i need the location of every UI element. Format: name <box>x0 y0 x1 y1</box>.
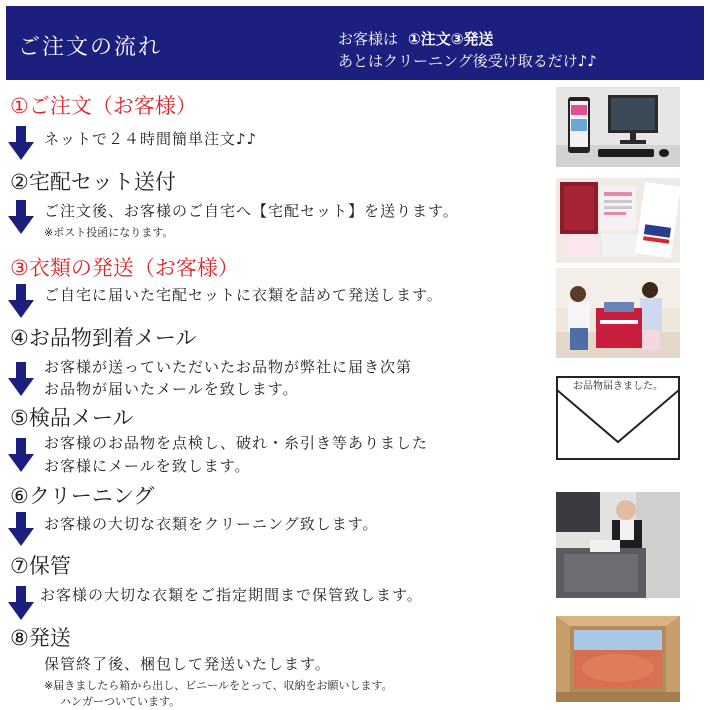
step-2-note: ※ポスト投函になります。 <box>44 226 174 239</box>
step-3-title: ③衣類の発送（お客様） <box>10 256 239 280</box>
shipping-box-photo <box>556 616 680 702</box>
header-note-line1 <box>338 28 493 49</box>
step-5-desc-line2: お客様にメールを致します。 <box>44 457 251 475</box>
step-2-desc: ご注文後、お客様のご自宅へ【宅配セット】を送ります。 <box>44 202 459 220</box>
step-6-desc: お客様の大切な衣類をクリーニング致します。 <box>44 515 379 533</box>
header-banner <box>6 6 704 80</box>
step-2-title: ②宅配セット送付 <box>10 170 176 194</box>
envelope-icon <box>556 376 680 460</box>
step-1-desc: ネットで２４時間簡単注文♪♪ <box>44 130 258 148</box>
step-8-note2: ハンガーついています。 <box>60 695 181 708</box>
kids-packing-photo <box>556 268 680 358</box>
down-arrow-icon <box>8 126 34 160</box>
step-4-desc-line1: お客様が送っていただいたお品物が弊社に届き次第 <box>44 358 413 376</box>
down-arrow-icon <box>8 200 34 234</box>
step-8-note: ※届きましたら箱から出し、ビニールをとって、収納をお願いします。 <box>44 679 393 692</box>
step-5-desc-line1: お客様のお品物を点検し、破れ・糸引き等ありました <box>44 434 429 452</box>
down-arrow-icon <box>8 586 34 620</box>
down-arrow-icon <box>8 284 34 318</box>
step-7-desc: お客様の大切な衣類をご指定期間まで保管致します。 <box>40 586 423 604</box>
header-note-steps: ①注文③発送 <box>408 30 494 48</box>
header-note-line2: あとはクリーニング後受け取るだけ♪♪ <box>338 52 597 70</box>
step-8-title: ⑧発送 <box>10 626 71 650</box>
step-4-title: ④お品物到着メール <box>10 326 197 350</box>
down-arrow-icon <box>8 438 34 472</box>
step-1-title: ①ご注文（お客様） <box>10 94 197 118</box>
down-arrow-icon <box>8 362 34 396</box>
envelope-text: お品物届きました。 <box>573 381 663 392</box>
step-3-desc: ご自宅に届いた宅配セットに衣類を詰めて発送します。 <box>44 286 443 304</box>
step-7-title: ⑦保管 <box>10 554 71 578</box>
cleaning-staff-photo <box>556 492 680 598</box>
delivery-set-photo <box>556 178 680 263</box>
step-6-title: ⑥クリーニング <box>10 484 155 508</box>
step-4-desc-line2: お品物が届いたメールを致します。 <box>44 380 299 398</box>
step-8-desc: 保管終了後、梱包して発送いたします。 <box>44 655 331 673</box>
computer-smartphone-photo <box>556 87 680 167</box>
down-arrow-icon <box>8 512 34 546</box>
step-5-title: ⑤検品メール <box>10 406 134 430</box>
header-note-prefix: お客様は <box>338 30 399 48</box>
page-title: ご注文の流れ <box>18 35 163 60</box>
